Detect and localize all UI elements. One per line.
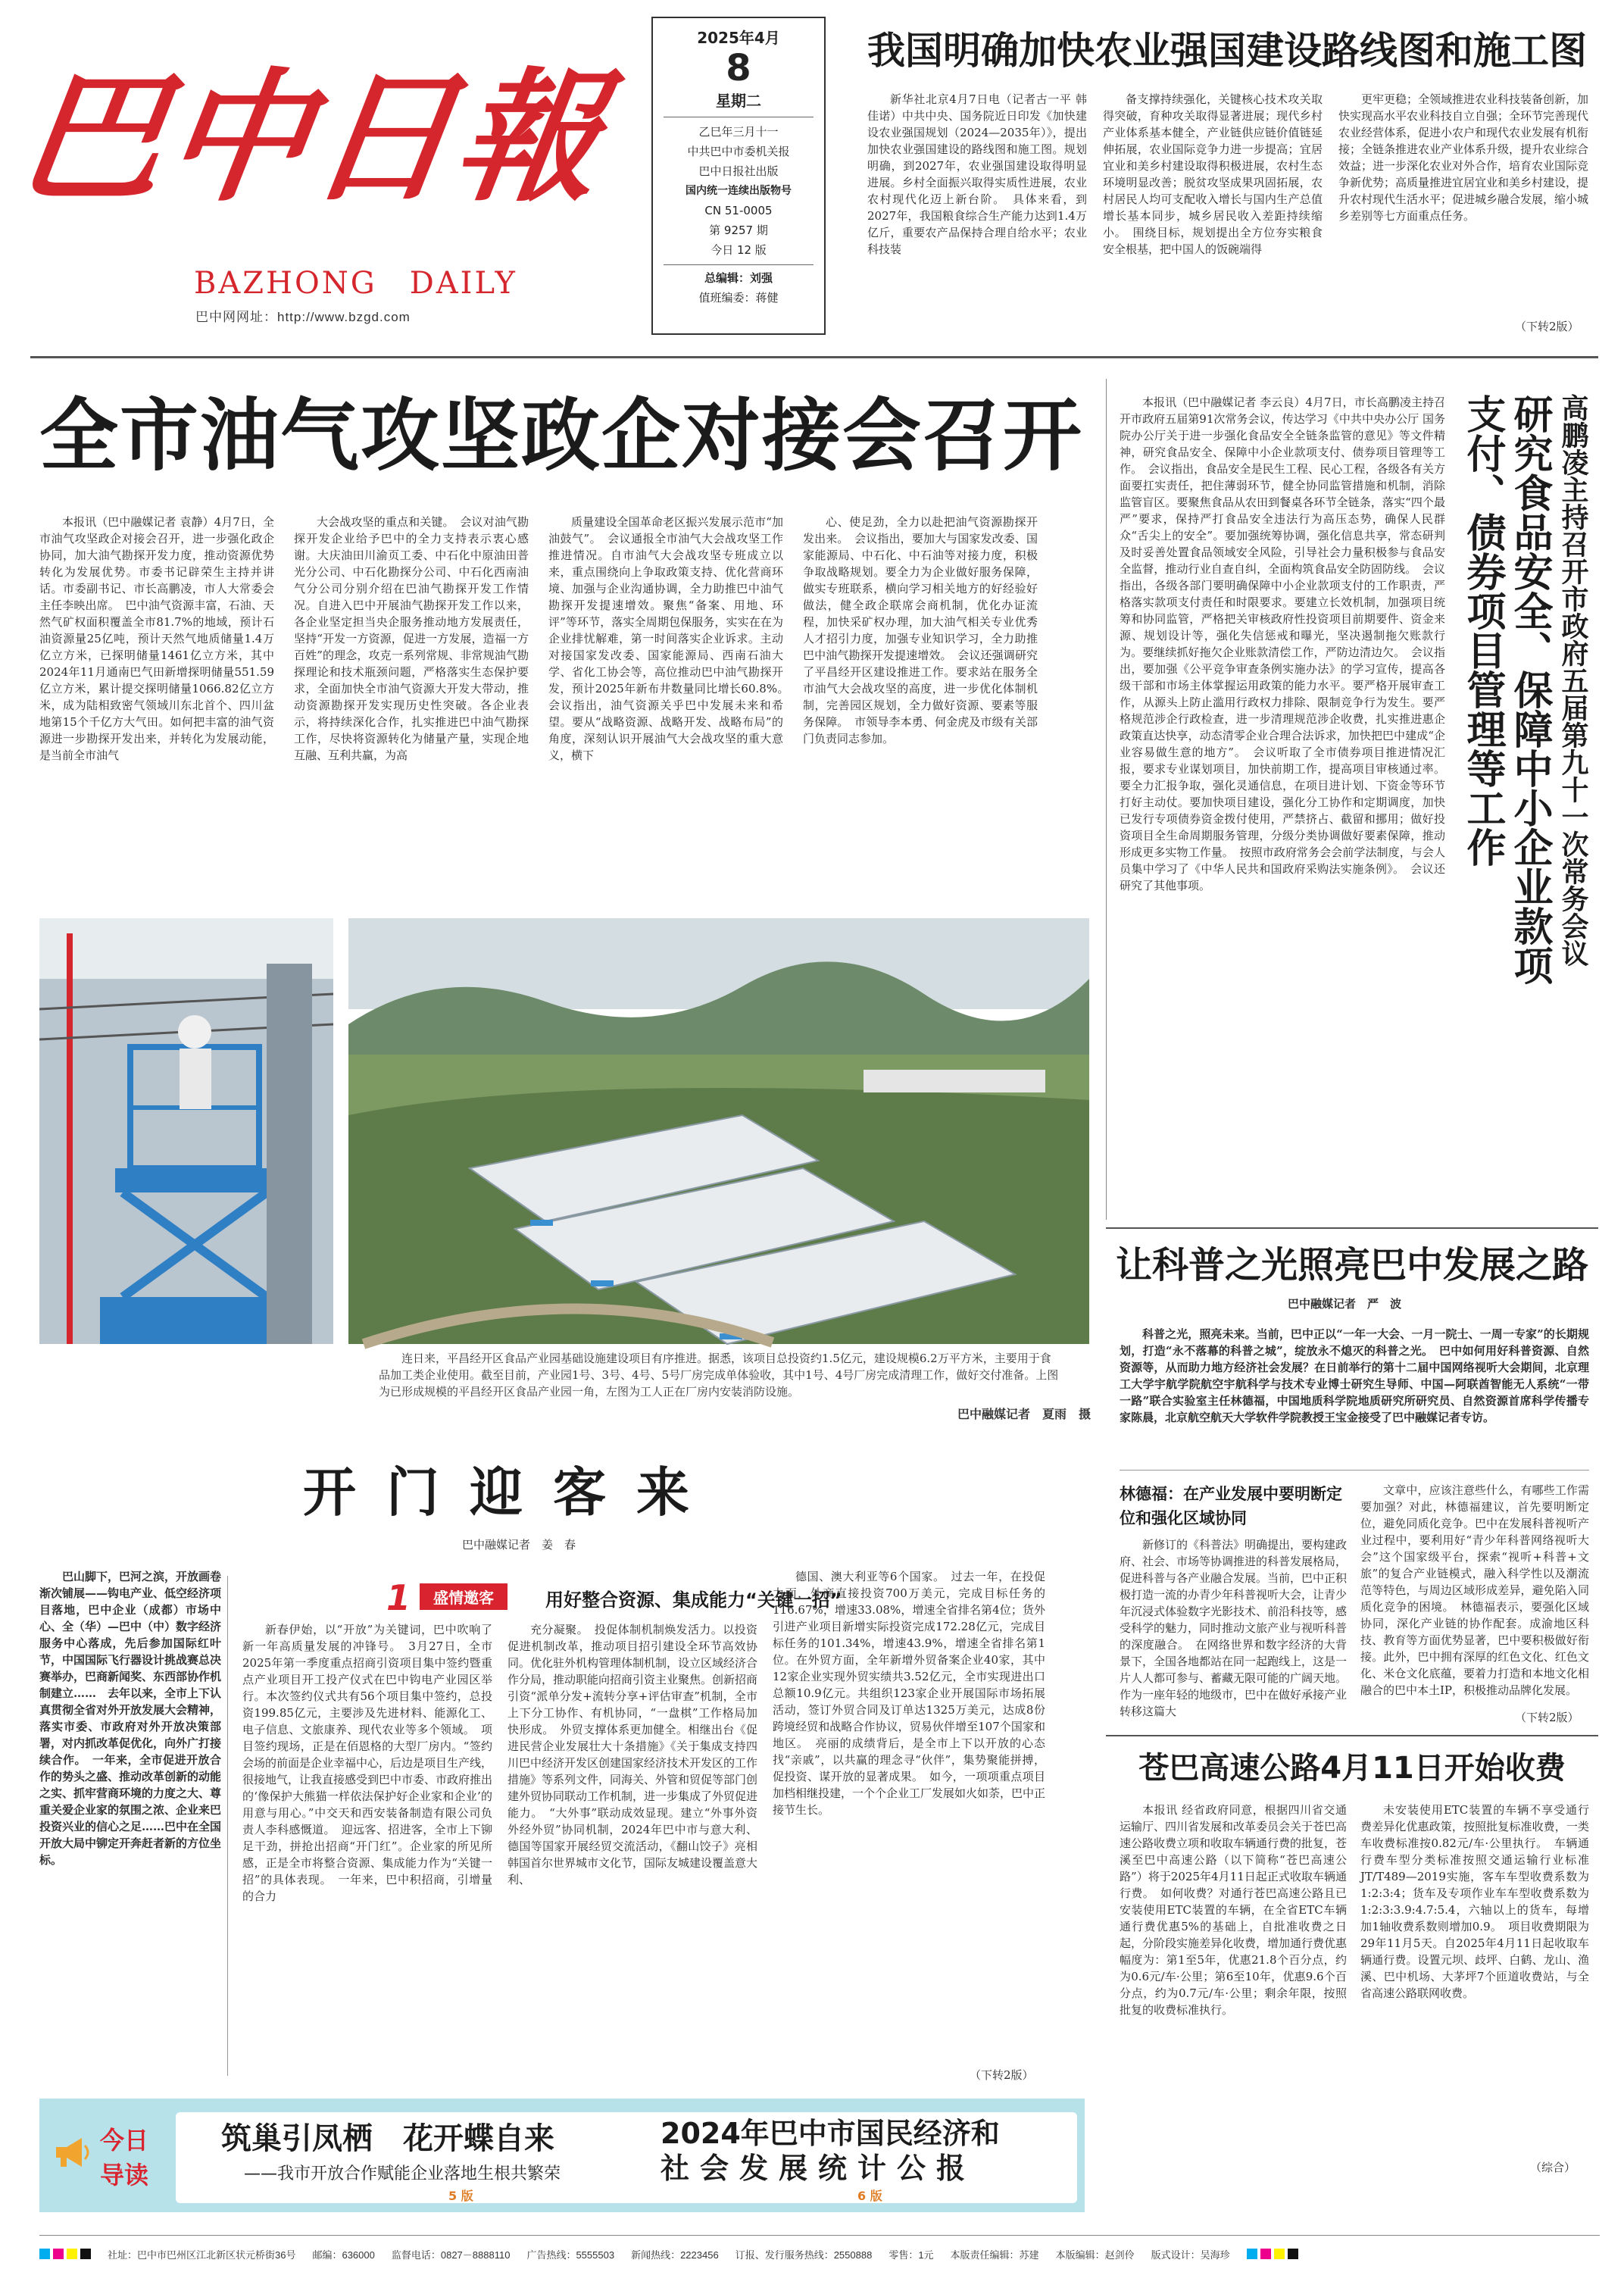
guide-item2-title-a[interactable]: 2024年巴中市国民经济和 (661, 2117, 1000, 2150)
oil-gas-col4: 心、使足劲，全力以赴把油气资源勘探开发出来。 会议指出，要加大与国家发改委、国家能源局、中石化、中石油等对接力度，积极争取战略规划。要全力为企业做好服务保障，做实专班联系，横向学习相关地方的好经验好做法，健全政企联席会商机制，优化办证流程，加快采矿权办理，加大油气相关专业优秀人才招引力度，加强专业知识学习，全力助推巴中油气勘探开发提速增效。 会议还强调研究了平昌经开区建设推进工作。要求站在服务全市油气大会战攻坚的高度，进一步优化体制机制，完善园区规划，全力做好资源、要素等服务保障。 市领导李本勇、何金虎及市级有关部门负责同志参加。 (803, 515, 1038, 745)
footer-page-editor: 本版编辑：赵剑伶 (1055, 2249, 1135, 2261)
top-story-col2: 备支撑持续强化，关键核心技术攻关取得突破，育种攻关取得显著进展；现代乡村产业体系基本健全，产业链供应链价值链延伸拓展，农业国际竞争力进一步提高；宜居宜业和美乡村建设取得积极进展，农村生态环境明显改善；脱贫攻坚成果巩固拓展，农村居民人均可支配收入增长与国内生产总值增长基本同步，城乡居民收入差距持续缩小。 围绕目标，规划提出全方位夯实粮食安全根基，把中国人的饭碗端得 (1103, 92, 1323, 256)
footer-ad: 广告热线：5555503 (526, 2249, 615, 2261)
issue-cn-label: 国内统一连续出版物号 (686, 185, 792, 197)
english-name: BAZHONG DAILY (194, 266, 517, 301)
worker-photo (39, 918, 333, 1344)
open-door-byline: 巴中融媒记者 姜 春 (462, 1538, 576, 1552)
footer-subscribe: 订报、发行服务热线：2550888 (735, 2249, 873, 2261)
top-story-col3: 更牢更稳；全领域推进农业科技装备创新，加快实现高水平农业科技自立自强；全环节完善现代农业经营体系，促进小农户和现代农业发展有机衔接；全链条推进农业产业体系升级，提升农业综合效益；进一步深化农业对外合作，培育农业国际竞争新优势；高质量推进宜居宜业和美乡村建设，提升农村现代生活水平；促进城乡融合发展，缩小城乡差别等七方面重点任务。 (1338, 92, 1589, 223)
science-title: 让科普之光照亮巴中发展之路 (1115, 1244, 1588, 1286)
masthead-logo: 巴中日報 (9, 54, 615, 221)
section-title: 用好整合资源、集成能力“关键一招” (545, 1589, 842, 1611)
top-story-col1: 新华社北京4月7日电（记者古一平 韩佳诺）中共中央、国务院近日印发《加快建设农业强国规划（2024—2035年）》，提出加快农业强国建设的路线图和施工图。规划明确，到2027年，农业强国建设取得明显进展。乡村全面振兴取得实质性进展，农业农村现代化迈上新台阶。 具体来看，到2027年，我国粮食综合生产能力达到1.4万亿斤，重要农产品保持合理自给水平；农业科技装 (867, 92, 1087, 256)
megaphone-icon (53, 2135, 92, 2170)
open-door-col1: 新春伊始，以“开放”为关键词，巴中吹响了新一年高质量发展的冲锋号。 3月27日，全市2025年第一季度重点招商引资项目集中签约暨重点产业项目开工投产仪式在巴中钩电产业园区举行。本次签约仪式共有56个项目集中签约，总投资199.85亿元，主要涉及先进材料、能源化工、电子信息、文旅康养、现代农业等多个领域。 项目签约现场，正是在佰恩格的大型厂房内。“签约会场的前面是企业幸福中心，后边是项目生产线，很接地气，让我直接感受到巴中市委、市政府推出的‘像保护大熊猫一样依法保护好企业家和企业’的用意与用心。”中交天和西安装备制造有限公司负责人李科感慨道。 迎远客、招进客，全市上下铆足干劲，拼抢出招商“开门红”。企业家的所见所感，正是全市将整合资源、集成能力作为“关键一招”的具体表现。 一年来，巴中积招商，引增量的合力 (242, 1623, 493, 1903)
issue-lunar: 乙巳年三月十一 (698, 125, 779, 139)
website: 巴中网网址：http://www.bzgd.com (195, 310, 411, 324)
oil-gas-col1: 本报讯（巴中融媒记者 袁静）4月7日，全市油气攻坚政企对接会召开，进一步强化政企协同，加大油气勘探开发力度，推动资源优势转化为发展优势。市委书记辟荣生主持并讲话。市委副书记、市长高鹏凌，市人大常委会主任李映出席。 巴中油气资源丰富，石油、天然气矿权面积覆盖全市81.7%的地域，预计石油资源量25亿吨，预计天然气地质储量1.4万亿立方米，已探明储量1461亿立方米，其中2024年11月通南巴气田新增探明储量551.59亿立方米，累计提交探明储量1066.82亿立方米，成为陆相致密气领域川东北首个、四川盆地第15个千亿方大气田。如何把丰富的油气资源进一步勘探开发出来，并转化为发展动能，是当前全市油气 (39, 515, 274, 762)
guide-label-a: 今日 (100, 2126, 149, 2155)
top-divider (30, 356, 1598, 358)
footer-rule (39, 2235, 1600, 2236)
guide-item1-page[interactable]: 5 版 (448, 2189, 473, 2203)
highway-end: （综合） (1530, 2161, 1576, 2174)
footer-price: 零售：1元 (889, 2249, 934, 2261)
footer-supervise: 监督电话：0827－8888110 (391, 2249, 511, 2261)
science-top-rule (1106, 1227, 1598, 1229)
open-door-col3: 德国、澳大利亚等6个国家。 过去一年，在投促力面，外商直接投资700万美元，完成目标任务的116.67%，增速33.08%，增速全省排名第4位；货外引进产业项目新增实际投资完成172.28亿元，完成目标任务的101.34%，增速43.9%，增速全省排名第1位。在外贸方面，全年新增外贸备案企业40家，其中12家企业实现外贸实绩共3.52亿元，全市实现进出口总额10.9亿元。共组织123家企业开展国际市场拓展活动，签订外贸合同及订单达1325万美元，达成8份跨境经贸和战略合作协议，贸易伙伴增至107个国家和地区。 亮丽的成绩背后，是全市上下以开放的心态找“亲戚”，以共赢的理念寻“伙伴”，集势聚能拼搏，促投资、谋开放的显著成果。 如今，一项项重点项目加档相继投建，一个个企业工厂发展如火如荼，巴中正接节生长。 (773, 1570, 1046, 1817)
footer-editor: 本版责任编辑：苏建 (950, 2249, 1039, 2261)
guide-item2-page[interactable]: 6 版 (857, 2189, 882, 2203)
gov-meeting-body: 本报讯（巴中融媒记者 李云良）4月7日，市长高鹏凌主持召开市政府五届第91次常务会议，传达学习《中共中央办公厅 国务院办公厅关于进一步强化食品安全全链条监管的意见》等文件精神，研究食品安全、保障中小企业款项支付、债券项目管理等工作。 会议指出，食品安全是民生工程、民心工程，各级各有关方面要扛实责任，把住薄弱环节，健全协同监管措施和机制，消除监管盲区。要聚焦食品从农田到餐桌各环节全链条，落实“四个最严”要求，保持严打食品安全违法行为高压态势，确保人民群众“舌尖上的安全”。要加强统筹协调，强化信息共享，常态研判及时妥善处置食品领域安全风险，引导社会力量积极参与食品安全监督，推动行业自查自纠，全面构筑食品安全防固防线。 会议指出，各级各部门要明确保障中小企业款项支付的工作职责，严格落实款项支付责任和时限要求。要建立长效机制，加强项目统筹和协同监管，严格把关审核政府性投资项目前期要件、资金来源、规划设计等，强化失信惩戒和曝光，坚决遏制拖欠账款行为。要继续抓好拖欠企业账款清偿工作，严防边清边欠。 会议指出，要加强《公平竞争审查条例实施办法》的学习宣传，提高各级干部和市场主体掌握运用政策的能力水平。要严格开展审查工作，从源头上防止滥用行政权力排除、限制竞争行为发生。要严格规范涉企行政检查，进一步清理规范涉企收费，扎实推进惠企政策直达快享，动态清零企业合理合法诉求，加快把巴中建成“企业容易做生意的地方”。 会议听取了全市债券项目推进情况汇报，要求专业谋划项目，加快前期工作，提高项目审核通过率。要全力汇报争取，强化灵通信息，在项目进计划、下资金等环节打好主动仗。要加快项目建设，强化分工协作和定期调度，加快已发行专项债券资金拨付使用，严禁挤占、截留和挪用；做好投资项目全生命周期服务管理，分级分类协调做好要素保障，推动形成更多实物工作量。 按照市政府常务会会前学法制度，与会人员集中学习了《中华人民共和国政府采购法实施条例》。 会议还研究了其他事项。 (1120, 395, 1445, 892)
highway-title: 苍巴高速公路4月11日开始收费 (1138, 1751, 1566, 1786)
issue-weekday: 星期二 (716, 92, 761, 110)
footer-cmyk-right (1247, 2249, 1298, 2259)
issue-org2: 巴中日报社出版 (698, 164, 779, 178)
open-door-continue: （下转2版） (970, 2068, 1034, 2082)
issue-duty-editor: 值班编委：蒋健 (698, 291, 779, 305)
industrial-park-photo (348, 918, 1089, 1344)
open-door-title: 开门迎客来 (303, 1461, 720, 1524)
issue-cn-code: CN 51-0005 (704, 204, 773, 217)
highway-col2: 未安装使用ETC装置的车辆不享受通行费差异化优惠政策，按照批复标准收费，一类车收费标准按0.82元/车·公里执行。 车辆通行费车型分类标准按照交通运输行业标准JT/T489—2019实施，客车车型收费系数为1:2:3:4；货车及专项作业车车型收费系数为1:2:3:3.9:4.7:5.4，六轴以上的货车，每增加1轴收费系数则增加0.9。 项目收费期限为29年11月5天。自2025年4月11日起收取车辆通行费。设置元坝、歧坪、白鹤、龙山、渔溪、巴中机场、大茅坪7个匝道收费站，与全省高速公路联网收费。 (1360, 1803, 1589, 2000)
top-story-continue: （下转2版） (1515, 320, 1579, 333)
footer (39, 2243, 1600, 2265)
open-door-col2: 充分凝聚。 投促体制机制焕发活力。以投资促进机制改革，推动项目招引建设全环节高效协同。优化驻外机构管理体制机制，设立区域经济合作分局，推动职能向招商引资主业聚焦。创新招商引资“派单分发+流转分享+评估审查”机制，全市上下分工协作、有机协同，“一盘棋”工作格局加快形成。 外贸支撑体系更加健全。相继出台《促进民营企业发展壮大十条措施》《关于集成支持四川巴中经济开发区创建国家经济技术开发区的工作措施》等系列文件，同海关、外管和贸促等部门创建外贸协同联动工作机制，进一步集成了外贸促进能力。 “大外事”联动成效显现。建立“外事外资外经外贸”协同机制，2024年巴中市与意大利、德国等国家开展经贸交流活动，《翻山饺子》亮相韩国首尔世界城市文化节，国际友城建设覆盖意大利、 (508, 1623, 758, 1886)
top-story-title: 我国明确加快农业强国建设路线图和施工图 (867, 29, 1587, 73)
science-col2: 文章中，应该注意些什么，有哪些工作需要加强？对此，林德福建议，首先要明断定位，避免同质化竞争。巴中在发展科普视听产业过程中，要利用好“青少年科普网络视听大会”这个国家级平台，探索“视听+科普+文旅”的复合产业链模式，融入科学性以及潮流范等特色，与周边区域形成差异，避免陷入同质化竞争的困境。 林德福表示，要强化区域协同，深化产业链的协作配套。成渝地区科技、教育等方面优势显著，巴中要积极做好衔接。此外，巴中拥有深厚的红色文化、红色文化、米仓文化底蕴，要着力打造和本地文化相融合的巴中本土IP，积极推动品牌化发展。 (1360, 1483, 1589, 1697)
science-continue: （下转2版） (1515, 1711, 1579, 1724)
issue-pages: 今日 12 版 (710, 243, 767, 257)
open-door-intro: 巴山脚下，巴河之滨，开放画卷渐次铺展——钩电产业、低空经济项目落地，巴中企业（成都）市场中心、全（华）—巴中（中）数字经济服务中心落成，先后参加国际红叶节，中国国际飞行器设计挑战赛总决赛举办，巴商新闻奖、东西部协作机制建立…… 去年以来，全市上下认真贯彻全省对外开放发展大会精神，落实市委、市政府对外开放决策部署，对内抓改革促优化，向外广打接续合作。 一年来，全市促进开放合作的势头之盛、推动改革创新的动能之实、抓牢营商环境的力度之大、尊重关爱企业家的氛围之浓、企业来巴投资兴业的信心之足……巴中在全国开放大局中铆定开奔赶者新的方位坐标。 (39, 1570, 222, 1867)
oil-gas-title: 全市油气攻坚政企对接会召开 (39, 389, 1084, 482)
open-door-divider (227, 1576, 228, 2076)
right-column-divider (1106, 379, 1107, 1220)
oil-gas-col3: 质量建设全国革命老区振兴发展示范市“加油鼓气”。 会议通报全市油气大会战攻坚工作推进情况。自市油气大会战攻坚专班成立以来，重点围绕向上争取政策支持、优化营商环境、加强与企业沟通协调，全力助推巴中油气勘探开发提速增效。聚焦“备案、用地、环评”等环节，落实全周期包保服务，实实在在为企业排忧解难，第一时间落实企业诉求。主动对接国家发改委、国家能源局、西南石油大学、省化工协会等，高位推动巴中油气勘探开发，预计2025年新布井数量同比增长60.8%。 会议指出，油气资源关乎巴中发展未来和希望。要从“战略资源、战略开发、战略布局”的角度，深刻认识开展油气大会战攻坚的重大意义，横下 (548, 515, 795, 762)
gov-meeting-title-a: 高鹏凌主持召开市政府五届第九十一次常务会议 (1557, 394, 1588, 967)
section-tag: 盛情邀客 (420, 1583, 508, 1610)
issue-year-month: 2025年4月 (697, 29, 780, 47)
footer-news: 新闻热线：2223456 (631, 2249, 719, 2261)
photo-credit: 巴中融媒记者 夏雨 摄 (957, 1407, 1091, 1421)
oil-gas-col2: 大会战攻坚的重点和关键。 会议对油气勘探开发企业给予巴中的全力支持表示衷心感谢。大庆油田川渝页工委、中石化中原油田普光分公司、中石化勘探分公司、中石化西南油气分公司分别介绍在巴油气勘探开发工作情况。自进入巴中开展油气勘探开发工作以来，各企业坚定担当央企服务推动地方发展责任，坚持“开发一方资源，促进一方发展，造福一方百姓”的理念，攻克一系列常规、非常规油气勘探理论和技术瓶颈问题，严格落实生态保护要求，全面加快全市油气资源大开发大带动，推动资源勘探开发实现历史性突破。各企业表示，将持续深化合作，扎实推进巴中油气勘探工作，尽快将资源转化为储量产量，实现企地互融、互利共赢，为高 (294, 515, 529, 762)
science-byline: 巴中融媒记者 严 波 (1288, 1297, 1402, 1311)
issue-day: 8 (726, 47, 751, 89)
highway-col1: 本报讯 经省政府同意，根据四川省交通运输厅、四川省发展和改革委员会关于苍巴高速公路收费立项和收取车辆通行费的批复，苍溪至巴中高速公路（以下简称“苍巴高速公路”）将于2025年4月11日起正式收取车辆通行费。 如何收费？对通行苍巴高速公路且已安装使用ETC装置的车辆，在全省ETC车辆通行费优惠5%的基础上，自批准收费之日起，分阶段实施差异化收费，增加通行费优惠幅度为：第1至5年，优惠21.8个百分点，约为0.6元/车·公里；第6至10年，优惠9.6个百分点，约为0.7元/车·公里；剩余年限，按照批复的收费标准执行。 (1120, 1803, 1348, 2017)
footer-proof: 版式设计：吴海珍 (1151, 2249, 1230, 2261)
science-col1: 新修订的《科普法》明确提出，要构建政府、社会、市场等协调推进的科普发展格局，促进科普与各产业融合发展。当前，巴中正积极打造一流的办青少年科普视听大会，让青少年沉浸式体验数字光影技术、前沿科技等，感受科学的魅力，同时推动文旅产业与视听科普的深度融合。 在网络世界和数字经济的大背景下，全国各地都站在同一起跑线上，这是一片人人都可参与、蓄藏无限可能的广阔天地。作为一座年轻的地级市，巴中在做好承接产业转移这篇大 (1120, 1538, 1348, 1718)
guide-label-b: 导读 (100, 2161, 149, 2189)
footer-postcode: 邮编：636000 (312, 2249, 375, 2261)
masthead (9, 9, 650, 327)
issue-chief-editor: 总编辑：刘强 (704, 271, 773, 285)
footer-cmyk-left (39, 2249, 91, 2259)
issue-number: 第 9257 期 (709, 223, 768, 237)
gov-meeting-title-b: 研究食品安全、保障中小企业款项支付、债券项目管理等工作 (1460, 394, 1552, 985)
guide-item1-sub: ——我市开放合作赋能企业落地生根共繁荣 (244, 2164, 561, 2183)
today-guide (39, 2099, 1085, 2212)
guide-item1-title[interactable]: 筑巢引凤栖 花开蝶自来 (221, 2121, 554, 2156)
highway-top-rule (1106, 1735, 1598, 1736)
science-intro: 科普之光，照亮未来。当前，巴中正以“一年一大会、一月一院士、一周一专家”的长期规划，打造“永不落幕的科普之城”，绽放永不熄灭的科普之光。 巴中如何用好科普资源、自然资源等，从而助力地方经济社会发展？在日前举行的第十二届中国网络视听大会期间，北京理工大学宇航学院航空宇航科学与技术专业博士研究生导师、中国—阿联酋智能无人系统“一带一路”联合实验室主任林德福，中国地质科学院地质研究所研究员、自然资源首席科学传播专家陈晨，北京航空航天大学软件学院教授王宝金接受了巴中融媒记者专访。 (1120, 1327, 1589, 1424)
issue-box (651, 17, 826, 335)
footer-address: 社址：巴中市巴州区江北新区状元桥街36号 (108, 2249, 296, 2261)
issue-org1: 中共巴中市委机关报 (687, 145, 790, 158)
science-mid-rule (1120, 1470, 1589, 1471)
photo-caption: 连日来，平昌经开区食品产业园基础设施建设项目有序推进。据悉，该项目总投资约1.5亿元，建设规模6.2万平方米，主要用于食品加工类企业使用。截至目前，产业园1号、3号、4号、5号厂房完成单体验收，其中1号、4号厂房完成清理工作，做好交付准备。上图为已形成规模的平昌经开区食品产业园一角，左图为工人正在厂房内安装消防设施。 (379, 1352, 1059, 1399)
guide-item2-title-b[interactable]: 社会发展统计公报 (661, 2152, 976, 2185)
section-number: 1 (386, 1577, 411, 1618)
science-subtitle: 林德福：在产业发展中要明断定位和强化区域协同 (1120, 1485, 1342, 1527)
